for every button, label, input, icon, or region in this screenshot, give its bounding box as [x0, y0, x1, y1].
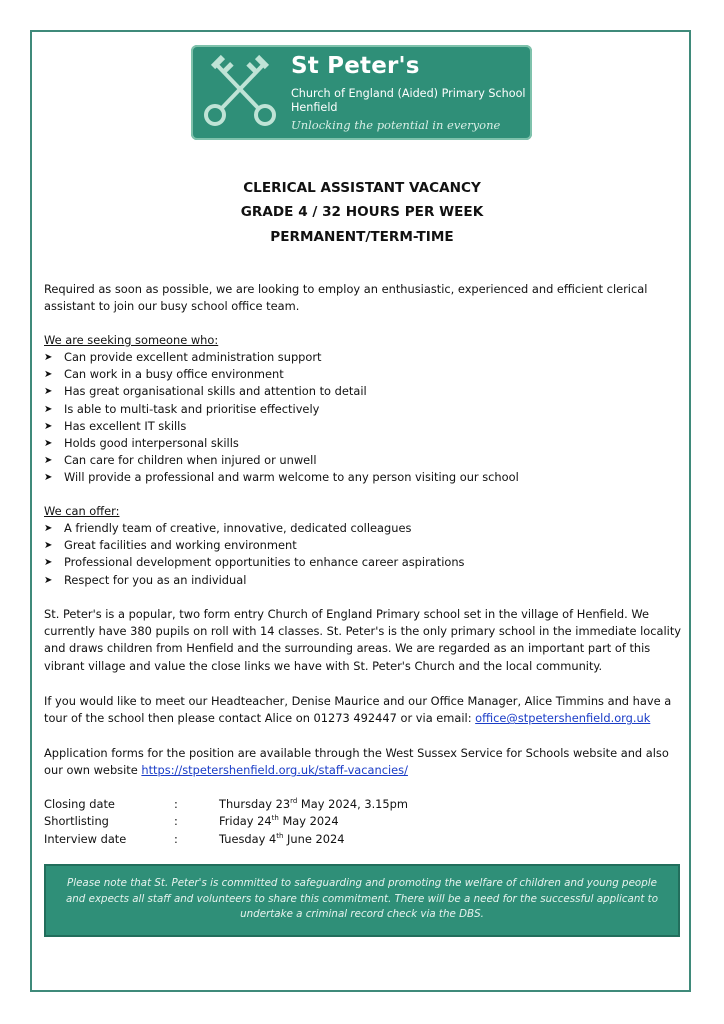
arrow-bullet-icon: ➤ — [44, 403, 53, 415]
vacancy-grade: GRADE 4 / 32 HOURS PER WEEK — [240, 204, 484, 220]
about-paragraph: St. Peter's is a popular, two form entry Church of England Primary school set in the village of Henfield. We currently have 380 pupils on roll with 14 classes. St. Peter's is the only primary school in the immediate locality and draws children from Henfield and the surrounding areas. We are regarded as an important part of this vibrant village and value the close links we have with St. Peter's Church and the local community. — [44, 607, 682, 673]
vacancy-contract: PERMANENT/TERM-TIME — [270, 229, 454, 245]
email-link[interactable]: office@stpetershenfield.org.uk — [475, 711, 651, 726]
arrow-bullet-icon: ➤ — [44, 352, 53, 363]
list-item: ➤ Great facilities and working environment — [44, 537, 465, 554]
list-item: ➤ Respect for you as an individual — [44, 572, 465, 589]
arrow-bullet-icon: ➤ — [44, 455, 53, 467]
crossed-keys-icon — [201, 53, 279, 131]
vacancies-link[interactable]: https://stpetershenfield.org.uk/staff-vacancies/ — [141, 763, 408, 778]
safeguarding-text: Please note that St. Peter's is committed to safeguarding and promoting the welfare of children and young people and expects all staff and volunteers to share this commitment. There will be a need for the successful applicant to undertake a criminal record check via the DBS. — [65, 877, 659, 920]
vacancy-title: CLERICAL ASSISTANT VACANCY — [243, 180, 481, 196]
arrow-bullet-icon: ➤ — [44, 420, 53, 432]
arrow-bullet-icon: ➤ — [44, 574, 53, 586]
list-item: ➤ Has excellent IT skills — [44, 418, 519, 435]
date-row-closing: Closing date : Thursday 23rd May 2024, 3.15pm — [44, 797, 409, 811]
offer-list — [44, 520, 465, 589]
list-item: ➤ Can work in a busy office environment — [44, 366, 519, 383]
school-motto: Unlocking the potential in everyone — [291, 118, 501, 132]
arrow-bullet-icon: ➤ — [44, 386, 53, 398]
list-item: ➤ Can care for children when injured or unwell — [44, 452, 519, 469]
application-paragraph: Application forms for the position are available through the West Sussex Service for Schools website and also our own website https://stpetershenfield.org.uk/staff-vacancies/ — [44, 746, 669, 778]
list-item: ➤ Has great organisational skills and attention to detail — [44, 383, 519, 400]
arrow-bullet-icon: ➤ — [44, 369, 53, 381]
school-type: Church of England (Aided) Primary School — [291, 87, 526, 100]
safeguarding-notice — [44, 864, 680, 937]
arrow-bullet-icon: ➤ — [44, 523, 53, 534]
date-row-interview: Interview date : Tuesday 4th June 2024 — [44, 831, 345, 846]
offer-heading: We can offer: — [44, 504, 120, 518]
list-item: ➤ Is able to multi-task and prioritise effectively — [44, 401, 519, 418]
arrow-bullet-icon: ➤ — [44, 472, 53, 484]
arrow-bullet-icon: ➤ — [44, 557, 53, 569]
contact-paragraph: If you would like to meet our Headteacher, Denise Maurice and our Office Manager, Alice Timmins and have a tour of the school then please contact Alice on 01273 492447 or via email: office@stpetershenfield.org.uk — [44, 694, 672, 726]
school-name: St Peter's — [291, 53, 420, 79]
school-logo — [191, 45, 532, 140]
seeking-heading: We are seeking someone who: — [44, 333, 219, 347]
arrow-bullet-icon: ➤ — [44, 540, 53, 552]
school-location: Henfield — [291, 101, 338, 114]
key-dates — [44, 796, 444, 848]
arrow-bullet-icon: ➤ — [44, 438, 53, 450]
list-item: ➤ Professional development opportunities to enhance career aspirations — [44, 554, 465, 571]
list-item: ➤ Holds good interpersonal skills — [44, 435, 519, 452]
date-row-shortlisting: Shortlisting : Friday 24th May 2024 — [44, 814, 339, 829]
list-item: ➤ Will provide a professional and warm welcome to any person visiting our school — [44, 469, 519, 486]
list-item: ➤ Can provide excellent administration support — [44, 349, 519, 366]
intro-paragraph: Required as soon as possible, we are looking to employ an enthusiastic, experienced and efficient clerical assistant to join our busy school office team. — [44, 282, 648, 314]
list-item: ➤ A friendly team of creative, innovative, dedicated colleagues — [44, 520, 465, 537]
seeking-list — [44, 349, 519, 487]
